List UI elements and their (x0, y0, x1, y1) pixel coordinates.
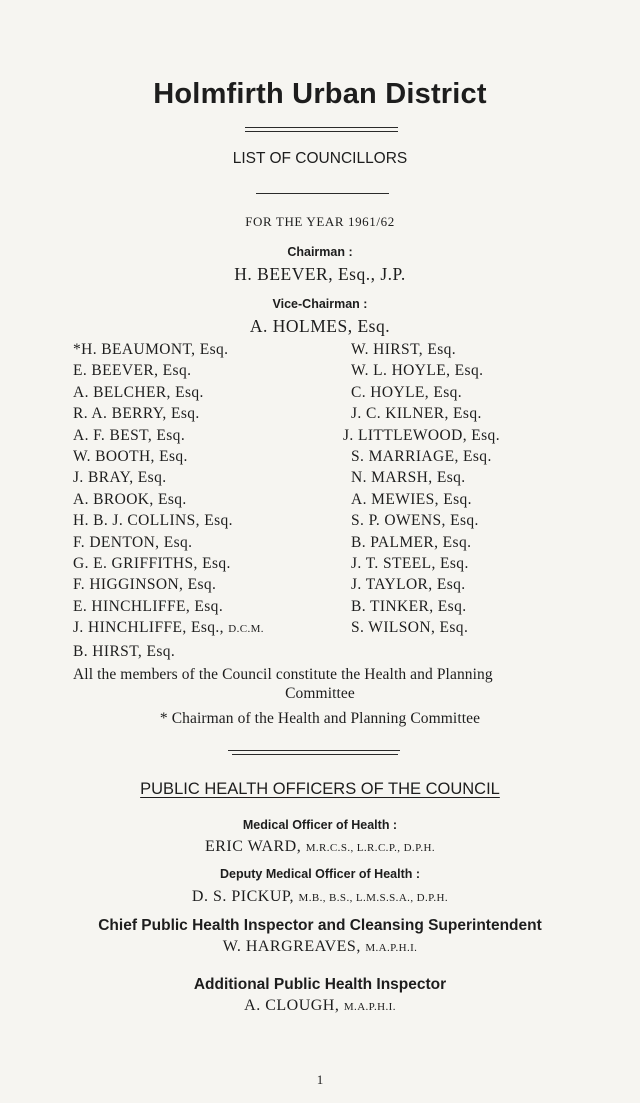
councillor-entry: C. HOYLE, Esq. (351, 383, 463, 401)
officer-name: D. S. PICKUP, (191, 888, 295, 905)
title-rule-bottom (245, 131, 398, 132)
councillor-entry: W. BOOTH, Esq. (73, 448, 188, 466)
officers-heading: PUBLIC HEALTH OFFICERS OF THE COUNCIL (140, 780, 500, 798)
officer-title: Additional Public Health Inspector (193, 976, 447, 993)
councillor-entry: R. A. BERRY, Esq. (73, 405, 200, 423)
councillor-entry (73, 617, 264, 640)
councillor-name: J. HINCHLIFFE, Esq., (73, 619, 224, 637)
chairman-name: H. BEEVER, Esq., J.P. (234, 264, 406, 284)
councillor-entry: B. HIRST, Esq. (73, 642, 176, 660)
officer-name: A. CLOUGH, (244, 997, 340, 1014)
councillor-entry: G. E. GRIFFITHS, Esq. (73, 555, 231, 573)
councillor-entry: J. BRAY, Esq. (73, 469, 167, 487)
vice-chairman-name: A. HOLMES, Esq. (249, 316, 391, 336)
year-line: FOR THE YEAR 1961/62 (245, 214, 395, 229)
councillor-entry: A. BROOK, Esq. (73, 490, 187, 508)
councillors-left-column (73, 339, 264, 662)
councillor-entry: B. PALMER, Esq. (351, 533, 472, 551)
councillor-entry: N. MARSH, Esq. (351, 469, 466, 487)
officer-entry (0, 938, 640, 956)
officer-title: Medical Officer of Health : (242, 818, 398, 832)
councillor-entry: J. TAYLOR, Esq. (351, 576, 466, 594)
committee-note-continued: Committee (285, 685, 355, 702)
councillor-entry: B. TINKER, Esq. (351, 597, 467, 615)
councillor-entry: W. HIRST, Esq. (351, 341, 457, 358)
officer-qualifications: M.R.C.S., L.R.C.P., D.P.H. (305, 842, 436, 854)
list-subtitle: LIST OF COUNCILLORS (232, 150, 408, 167)
councillor-entry: A. F. BEST, Esq. (73, 426, 186, 444)
section-rule-top (228, 750, 400, 751)
officer-qualifications: M.A.P.H.I. (343, 1001, 396, 1013)
councillor-entry: W. L. HOYLE, Esq. (351, 362, 484, 380)
officer-title: Chief Public Health Inspector and Cleansing Superintendent (98, 917, 542, 934)
chairman-label: Chairman : (287, 245, 353, 259)
councillor-entry: S. MARRIAGE, Esq. (351, 448, 492, 466)
chairman-footnote: * Chairman of the Health and Planning Committee (159, 710, 481, 727)
councillor-entry: J. C. KILNER, Esq. (351, 405, 482, 423)
officer-entry (0, 838, 640, 856)
officer-name: ERIC WARD, (204, 838, 302, 855)
councillor-entry: F. DENTON, Esq. (73, 533, 193, 551)
officer-entry (0, 997, 640, 1015)
councillor-honours: D.C.M. (228, 623, 264, 636)
councillor-entry: J. T. STEEL, Esq. (351, 555, 469, 573)
councillor-entry: E. BEEVER, Esq. (73, 362, 192, 380)
councillor-entry: A. MEWIES, Esq. (351, 490, 472, 508)
section-rule-bottom (232, 754, 398, 755)
title-rule-top (245, 127, 398, 128)
officer-name: W. HARGREAVES, (222, 938, 361, 955)
vice-chairman-label: Vice-Chairman : (272, 297, 368, 311)
officer-qualifications: M.A.P.H.I. (365, 942, 418, 954)
councillor-entry: S. P. OWENS, Esq. (351, 512, 479, 530)
document-title: Holmfirth Urban District (153, 78, 487, 110)
committee-note: All the members of the Council constitute the Health and Planning (73, 666, 493, 683)
councillor-entry: E. HINCHLIFFE, Esq. (73, 597, 224, 615)
councillor-entry: F. HIGGINSON, Esq. (73, 576, 217, 594)
councillor-entry: J. LITTLEWOOD, Esq. (343, 426, 500, 444)
councillor-entry: *H. BEAUMONT, Esq. (73, 341, 229, 358)
officer-qualifications: M.B., B.S., L.M.S.S.A., D.P.H. (298, 892, 449, 904)
officer-title: Deputy Medical Officer of Health : (219, 867, 421, 881)
page-number: 1 (316, 1072, 324, 1087)
councillor-entry: S. WILSON, Esq. (351, 619, 469, 637)
councillor-entry: H. B. J. COLLINS, Esq. (73, 512, 233, 530)
officer-entry (0, 888, 640, 906)
councillor-entry: A. BELCHER, Esq. (73, 383, 204, 401)
councillors-right-column (343, 339, 500, 639)
subtitle-rule (256, 193, 389, 194)
